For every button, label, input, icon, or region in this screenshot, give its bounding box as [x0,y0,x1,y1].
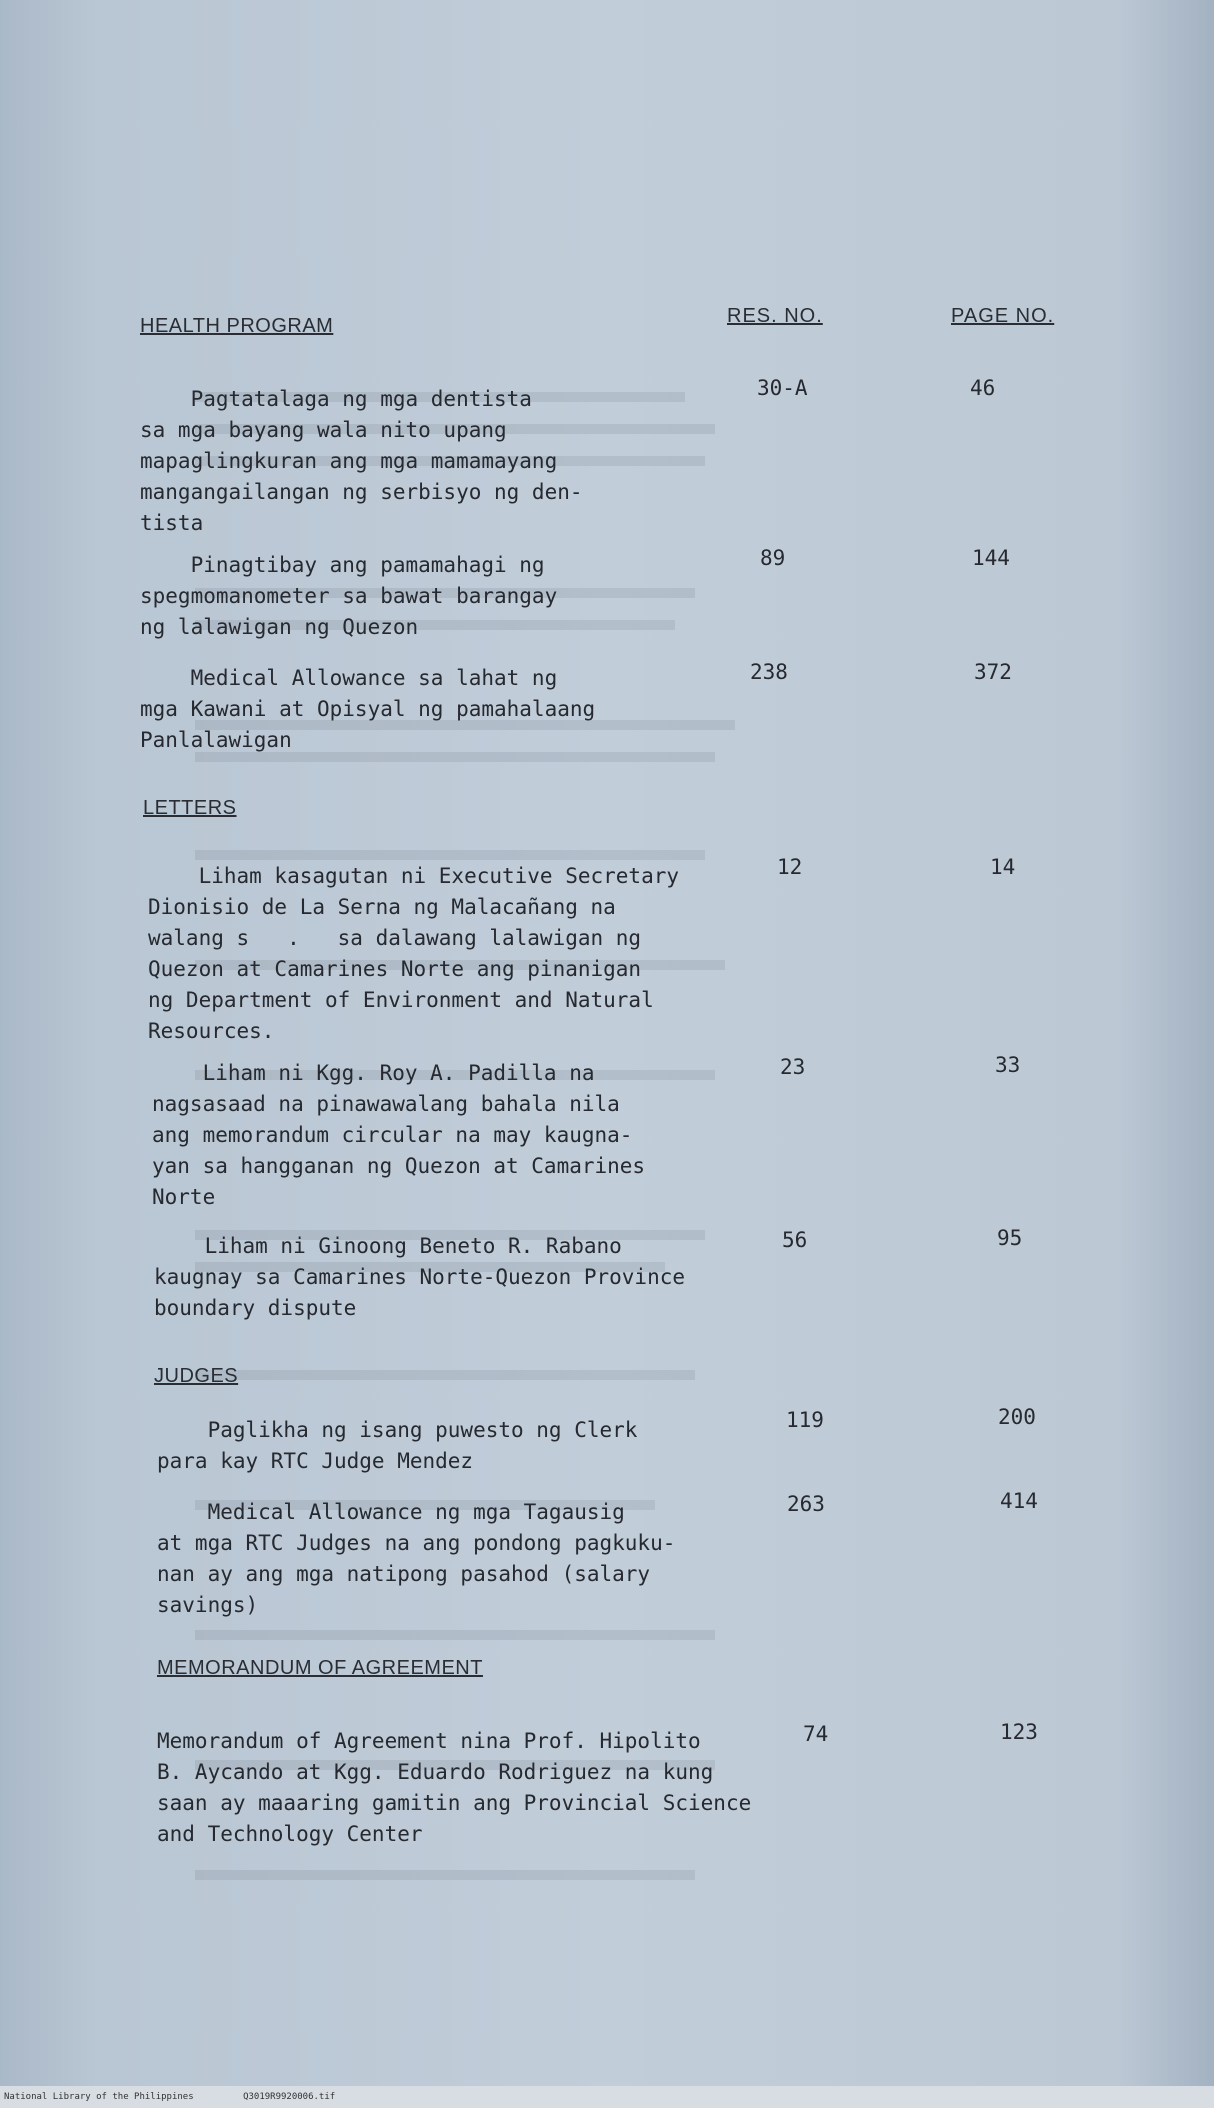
entry-text: Medical Allowance ng mga Tagausig at mga RTC Judges na ang pondong pagkuku- nan ay ang mga natipong pasahod (salary savings) [157,1500,676,1617]
page-no-column-header: PAGE NO. [951,305,1055,327]
entry-res-no: 89 [760,546,786,570]
res-no-column-header: RES. NO. [727,305,823,327]
entry-page-no: 46 [970,376,996,400]
scan-footer [0,2086,1214,2108]
entry-text: Liham ni Kgg. Roy A. Padilla na nagsasaad na pinawawalang bahala nila ang memorandum circular na may kaugna- yan sa hangganan ng Quezon at Camarines Norte [152,1061,646,1209]
footer-library-name: National Library of the Philippines [4,2092,194,2102]
section-heading-letters: LETTERS [143,797,237,819]
entry-page-no: 14 [990,855,1016,879]
footer-file-name: Q3019R9920006.tif [243,2092,336,2102]
entry-page-no: 123 [1000,1720,1038,1744]
entry-res-no: 23 [780,1055,806,1079]
entry-res-no: 74 [803,1722,829,1746]
entry-page-no: 200 [998,1405,1036,1429]
entry-res-no: 238 [750,660,788,684]
entry-text: Memorandum of Agreement nina Prof. Hipolito B. Aycando at Kgg. Eduardo Rodriguez na kung saan ay maaaring gamitin ang Provincial Science and Technology Center [157,1729,752,1846]
entry-text: Paglikha ng isang puwesto ng Clerk para kay RTC Judge Mendez [157,1418,638,1473]
entry-page-no: 33 [995,1053,1021,1077]
entry-res-no: 30-A [757,376,808,400]
section-heading-health-program: HEALTH PROGRAM [140,315,334,337]
entry-res-no: 263 [787,1492,825,1516]
entry-page-no: 372 [974,660,1012,684]
entry-text: Pinagtibay ang pamamahagi ng spegmomanometer sa bawat barangay ng lalawigan ng Quezon [140,553,558,639]
entry-page-no: 414 [1000,1489,1038,1513]
entry-text: Pagtatalaga ng mga dentista sa mga bayang wala nito upang mapaglingkuran ang mga mamamayang mangangailangan ng serbisyo ng den- tista [140,387,583,535]
entry-text: Liham kasagutan ni Executive Secretary Dionisio de La Serna ng Malacañang na walang s . sa dalawang lalawigan ng Quezon at Camarines Norte ang pinanigan ng Department of Environment and Natural Resources. [148,864,680,1043]
entry-res-no: 12 [777,855,803,879]
entry-res-no: 56 [782,1228,808,1252]
entry-page-no: 95 [997,1226,1023,1250]
entry-res-no: 119 [786,1408,824,1432]
section-heading-memorandum-of-agreement: MEMORANDUM OF AGREEMENT [157,1657,483,1679]
entry-text: Medical Allowance sa lahat ng mga Kawani at Opisyal ng pamahalaang Panlalawigan [140,666,596,752]
entry-page-no: 144 [972,546,1010,570]
entry-text: Liham ni Ginoong Beneto R. Rabano kaugnay sa Camarines Norte-Quezon Province boundary dispute [154,1234,686,1320]
section-heading-judges: JUDGES [154,1365,239,1387]
